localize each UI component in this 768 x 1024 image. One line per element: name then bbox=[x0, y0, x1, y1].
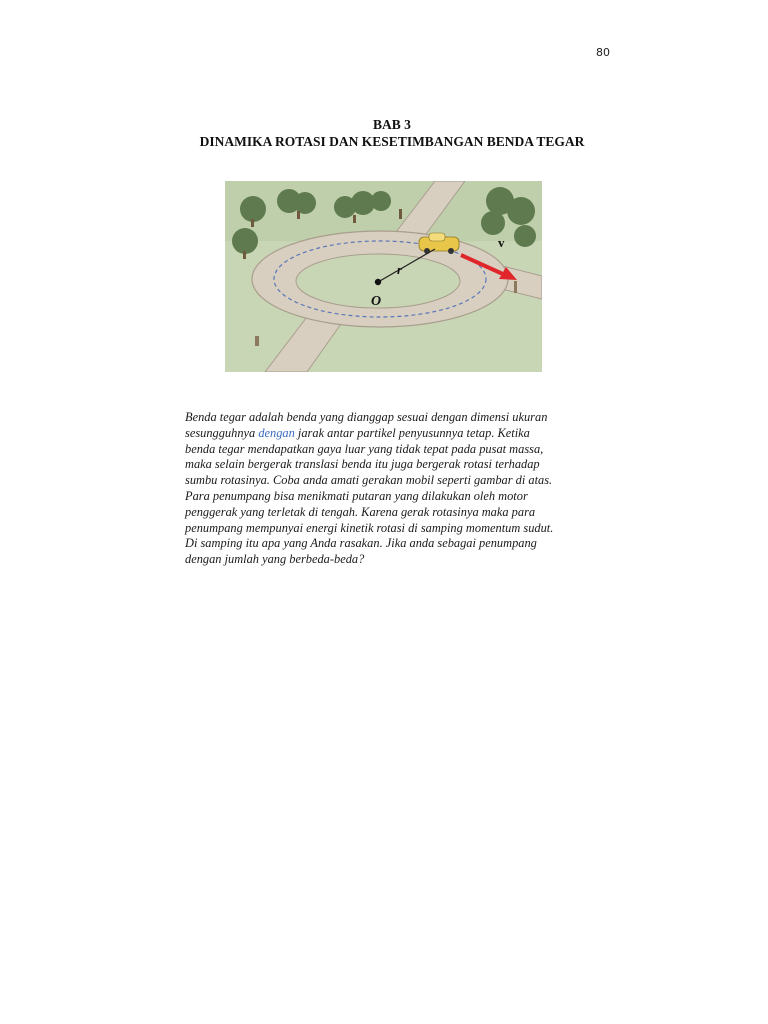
chapter-heading bbox=[100, 116, 684, 150]
body-line: penggerak yang terletak di tengah. Karena gerak rotasinya maka para bbox=[185, 504, 536, 519]
body-line: sumbu rotasinya. Coba anda amati gerakan mobil seperti gambar di atas. bbox=[185, 473, 553, 488]
body-line: Benda tegar adalah benda yang dianggap sesuai dengan dimensi ukuran bbox=[185, 410, 548, 424]
body-line: penumpang mempunyai energi kinetik rotasi di samping momentum sudut. bbox=[185, 520, 554, 535]
post-right bbox=[514, 281, 517, 293]
body-line: maka selain bergerak translasi benda itu juga bergerak rotasi terhadap bbox=[185, 457, 540, 472]
body-paragraph bbox=[185, 410, 615, 568]
body-line: Di samping itu apa yang Anda rasakan. Jika anda sebagai penumpang bbox=[185, 536, 537, 551]
page-number: 80 bbox=[596, 46, 610, 59]
label-radius: r bbox=[397, 262, 403, 277]
center-point bbox=[375, 279, 381, 285]
chapter-title: DINAMIKA ROTASI DAN KESETIMBANGAN BENDA TEGAR bbox=[199, 134, 585, 149]
chapter-label: BAB 3 bbox=[373, 117, 411, 132]
body-line bbox=[185, 426, 615, 442]
body-link-dengan[interactable]: dengan bbox=[258, 425, 295, 440]
body-line: dengan jumlah yang berbeda-beda? bbox=[185, 552, 365, 567]
label-center: O bbox=[371, 294, 382, 309]
body-line: benda tegar mendapatkan gaya luar yang tidak tepat pada pusat massa, bbox=[185, 441, 544, 456]
roundabout-illustration bbox=[225, 181, 542, 372]
body-line-text: sesungguhnya bbox=[185, 425, 256, 440]
body-line: Para penumpang bisa menikmati putaran yang dilakukan oleh motor bbox=[185, 488, 528, 503]
body-line-text: jarak antar partikel penyusunnya tetap. Ketika bbox=[297, 425, 530, 440]
label-velocity: v bbox=[498, 235, 505, 250]
roundabout-figure bbox=[225, 181, 542, 372]
post-left bbox=[255, 336, 259, 346]
